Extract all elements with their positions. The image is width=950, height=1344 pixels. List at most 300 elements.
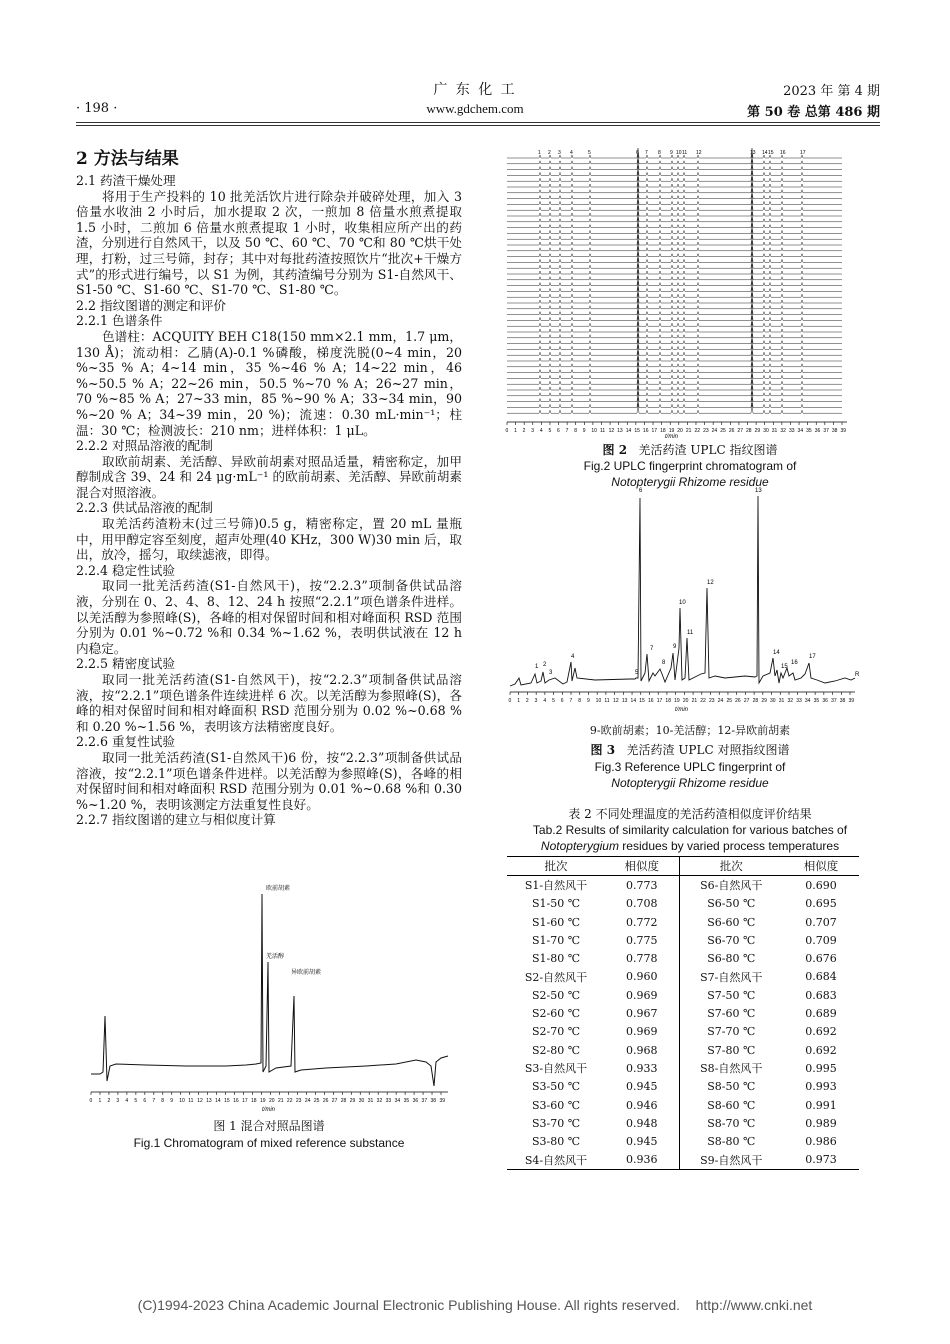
axis-tick-label: 5 [134,1098,138,1104]
similarity-cell: 0.969 [626,988,658,1002]
similarity-cell: 0.986 [805,1135,837,1149]
axis-tick-label: 6 [143,1098,147,1104]
fig1-caption-en: Fig.1 Chromatogram of mixed reference substance [133,1136,405,1150]
axis-tick-label: 16 [647,698,654,704]
similarity-cell: 0.946 [626,1098,658,1112]
fingerprint-trace [507,351,842,361]
figure-3-reference [505,478,865,714]
batch-cell: S8-50 ℃ [679,1078,783,1096]
axis-tick-label: 32 [780,428,786,434]
heading-2-2-6: 2.2.6 重复性试验 [76,734,176,750]
peak-number: 16 [780,150,786,156]
similarity-cell: 0.695 [805,897,837,911]
axis-tick-label: 39 [848,698,855,704]
similarity-cell: 0.989 [805,1116,837,1130]
similarity-table [507,856,859,1170]
fingerprint-trace [507,287,842,297]
header-rule-2 [76,125,880,126]
fingerprint-trace [507,212,842,222]
fingerprint-trace [507,171,842,181]
axis-tick-label: 36 [822,698,828,704]
similarity-cell: 0.960 [626,970,658,984]
batch-cell: S3-50 ℃ [531,1080,581,1094]
axis-tick-label: 10 [595,698,602,704]
axis-tick-label: 2 [107,1098,111,1104]
fingerprint-trace [507,264,842,274]
peak-number: 5 [588,150,591,156]
para-2-2-4: 取同一批羌活药渣(S1-自然风干)，按“2.2.3”项制备供试品溶液，分别在 0、2、4、8、12、24 h 按照“2.2.1”项色谱条件进样。以羌活醇为参照峰(S)，各峰的相对保留时间和相对峰面积 RSD 范围分别为 0.01 %~0.72 %和 0.34 %~1.62 %，表明供试液在 12 h 内稳定。 [76,578,462,656]
page-number: · 198 · [76,101,118,116]
axis-tick-label: 0 [89,1098,93,1104]
fingerprint-trace [507,200,842,210]
axis-tick-label: 25 [313,1098,320,1104]
similarity-cell: 0.973 [783,1151,859,1170]
fingerprint-trace [507,247,842,257]
fingerprint-trace [507,397,842,407]
peak-number: 6 [636,150,639,156]
batch-cell: S8-80 ℃ [679,1132,783,1150]
axis-tick-label: 36 [814,428,821,434]
batch-cell: S7-50 ℃ [679,986,783,1004]
axis-tick-label: 9 [170,1098,174,1104]
axis-tick-label: 26 [735,698,741,704]
axis-tick-label: 37 [831,698,837,704]
axis-tick-label: 20 [682,698,689,704]
axis-tick-label: 22 [286,1098,293,1104]
axis-tick-label: 33 [788,428,795,434]
table2-title-italic: Notopterygium [540,839,619,853]
axis-tick-label: 34 [797,428,804,434]
fig3-peak-labels [535,488,860,678]
peak-number: 10 [676,150,682,156]
axis-tick-label: 6 [560,698,564,704]
fingerprint-trace [507,328,842,338]
axis-tick-label: 38 [839,698,846,704]
axis-tick-label: 14 [625,428,632,434]
axis-tick-label: 1 [517,698,520,704]
volume-label: 第 50 卷 总第 486 期 [747,105,880,120]
journal-name: 广 东 化 工 [433,82,517,98]
batch-cell: S2-自然风干 [524,970,588,984]
axis-tick-label: 19 [674,698,680,704]
heading-2-2: 2.2 指纹图谱的测定和评价 [76,297,226,313]
axis-tick-label: 3 [531,428,535,434]
axis-tick-label: 38 [831,428,838,434]
similarity-cell: 0.692 [805,1025,837,1039]
table2-title-cn: 表 2 不同处理温度的羌活药渣相似度评价结果 [568,807,812,821]
axis-tick-label: 18 [665,698,671,704]
axis-tick-label: 14 [630,698,637,704]
peak-number: 2 [548,150,551,156]
batch-cell: S3-自然风干 [524,1062,588,1076]
para-2-2-3: 取羌活药渣粉末(过三号筛)0.5 g，精密称定，置 20 mL 量瓶中，用甲醇定容至刻度，超声处理(40 KHz，300 W)30 min 后，取出，放冷，摇匀，取续滤液，即得。 [76,516,462,563]
fig3-xlabel: t/min [675,707,689,713]
axis-tick-label: 12 [608,428,615,434]
axis-tick-label: 27 [737,428,743,434]
axis-tick-label: 20 [677,428,683,434]
col-similarity-1: 相似度 [605,857,679,876]
similarity-cell: 0.689 [805,1007,837,1021]
fig2-caption-en-1: Fig.2 UPLC fingerprint chromatogram of [583,459,797,473]
fingerprint-trace [507,403,842,413]
batch-cell: S2-70 ℃ [531,1025,581,1039]
batch-cell: S1-60 ℃ [531,915,581,929]
batch-cell: S8-70 ℃ [679,1114,783,1132]
axis-tick-label: 30 [358,1098,365,1104]
heading-2-2-3: 2.2.3 供试品溶液的配制 [76,500,213,516]
heading-2-2-2: 2.2.2 对照品溶液的配制 [76,438,213,454]
axis-tick-label: 14 [215,1098,221,1104]
table-row [507,968,859,986]
peak-number: 13 [750,150,756,156]
batch-cell: S2-50 ℃ [531,988,581,1002]
peak-number: 8 [658,150,661,156]
peak-label: 1 [535,664,539,670]
fingerprint-trace [507,270,842,280]
similarity-cell: 0.692 [805,1043,837,1057]
table-row [507,1041,859,1059]
axis-tick-label: 11 [599,428,606,434]
peak-label: 2 [543,662,547,668]
axis-tick-label: 9 [586,698,590,704]
peak-label: 14 [773,650,780,656]
peak-label: 15 [781,664,788,670]
similarity-cell: 0.948 [626,1116,658,1130]
axis-tick-label: 29 [349,1098,356,1104]
peak-label: 10 [679,600,686,606]
batch-cell: S6-自然风干 [679,876,783,895]
fig1-trace [91,894,448,1086]
axis-tick-label: 16 [642,428,649,434]
axis-tick-label: 39 [840,428,847,434]
issue-label: 2023 年 第 4 期 [783,84,880,99]
axis-tick-label: 6 [557,428,560,434]
fig3-caption-title: 羌活药渣 UPLC 对照指纹图谱 [626,743,790,757]
peak-label: R [855,672,860,678]
axis-tick-label: 35 [403,1098,410,1104]
table-row [507,931,859,949]
peak-number: 17 [800,150,806,156]
axis-tick-label: 12 [613,698,619,704]
para-2-1: 将用于生产投料的 10 批羌活饮片进行除杂并破碎处理，加入 3 倍量水收油 2 小时后，加水提取 2 次，一煎加 8 倍量水煎煮提取 1.5 小时，二煎加 6 倍量水煎煮提取 1 小时，收集相应所产出的药渣，分别进行自然风干，以及 50 ℃、60 ℃、70 ℃和 80 ℃烘干处理，打粉，过三号筛，封存；其中对每批药渣按照饮片“批次+干燥方式”的形式进行编号，以 S1 为例，其药渣编号分别为 S1-自然风干、S1-50 ℃、S1-60 ℃、S1-70 ℃、S1-80 ℃。 [76,188,462,298]
similarity-cell: 0.690 [805,878,837,892]
batch-cell: S2-60 ℃ [531,1007,581,1021]
axis-tick-label: 17 [651,428,658,434]
axis-tick-label: 21 [277,1098,284,1104]
fig3-caption-en-1: Fig.3 Reference UPLC fingerprint of [594,760,786,774]
axis-tick-label: 38 [430,1098,437,1104]
similarity-cell: 0.709 [805,933,837,947]
fig2-ticks [506,422,847,434]
heading-2-2-7: 2.2.7 指纹图谱的建立与相似度计算 [76,812,276,828]
fingerprint-trace [507,223,842,233]
fig2-caption-title: 羌活药渣 UPLC 指纹图谱 [638,443,778,457]
peak-label: 12 [707,580,714,586]
peak-label: 7 [650,646,654,652]
table-row [507,913,859,931]
batch-cell: S3-80 ℃ [531,1135,581,1149]
axis-tick-label: 25 [726,698,733,704]
similarity-cell: 0.967 [626,1007,658,1021]
para-2-2-1: 色谱柱：ACQUITY BEH C18(150 mm×2.1 mm，1.7 μm，130 Å)；流动相：乙腈(A)-0.1 %磷酸，梯度洗脱(0~4 min，20 %~35 % A；4~14 min，35 %~46 % A；14~22 min，46 %~50.5 % A；22~26 min，50.5 %~70 % A；26~27 min，70 %~85 % A；27~33 min，85 %~90 % A；33~34 min，90 %~20 % A；34~39 min，20 %)；流速：0.30 mL·min⁻¹；柱温：30 ℃；检测波长：210 nm；进样体积：1 μL。 [76,328,462,438]
axis-tick-label: 16 [233,1098,239,1104]
similarity-cell: 0.773 [626,878,658,892]
batch-cell: S9-自然风干 [679,1151,783,1170]
table-row [507,1078,859,1096]
fig3-legend-note: 9-欧前胡素；10-羌活醇；12-异欧前胡素 [589,724,791,737]
fig1-caption-cn: 图 1 混合对照品图谱 [213,1119,325,1133]
peak-label: 17 [809,654,816,660]
axis-tick-label: 39 [439,1098,446,1104]
batch-cell: S6-50 ℃ [679,895,783,913]
axis-tick-label: 8 [574,428,577,434]
para-2-2-2: 取欧前胡素、羌活醇、异欧前胡素对照品适量，精密称定，加甲醇制成含 39、24 和 24 μg·mL⁻¹ 的欧前胡素、羌活醇、异欧前胡素混合对照溶液。 [76,453,462,500]
similarity-cell: 0.778 [626,952,658,966]
fingerprint-trace [507,258,842,268]
axis-tick-label: 23 [709,698,715,704]
fig1-ticks [90,1092,446,1104]
batch-cell: S1-自然风干 [524,879,588,893]
fig2-caption-cn [500,442,880,458]
similarity-cell: 0.995 [805,1061,837,1075]
fingerprint-trace [507,305,842,315]
axis-tick-label: 33 [385,1098,392,1104]
axis-tick-label: 13 [621,698,628,704]
axis-tick-label: 0 [508,698,512,704]
table-row [507,1096,859,1114]
fingerprint-trace [507,206,842,216]
axis-tick-label: 5 [548,428,552,434]
similarity-cell: 0.945 [626,1135,658,1149]
fingerprint-trace [507,218,842,228]
axis-tick-label: 28 [746,428,752,434]
axis-tick-label: 13 [206,1098,212,1104]
axis-tick-label: 24 [304,1098,311,1104]
axis-tick-label: 25 [720,428,726,434]
axis-tick-label: 24 [711,428,718,434]
fig2-traces [507,148,842,413]
similarity-cell: 0.707 [805,915,837,929]
batch-cell: S7-自然风干 [679,968,783,986]
similarity-cell: 0.945 [626,1080,658,1094]
axis-tick-label: 4 [543,698,547,704]
axis-tick-label: 0 [505,428,509,434]
header-rule [76,122,880,123]
fig3-ticks [509,692,855,704]
axis-tick-label: 26 [728,428,735,434]
axis-tick-label: 29 [761,698,767,704]
batch-cell: S6-80 ℃ [679,949,783,967]
fig3-caption-cn [500,742,880,758]
axis-tick-label: 19 [668,428,675,434]
similarity-cell: 0.933 [626,1061,658,1075]
fingerprint-trace [507,177,842,187]
batch-cell: S1-50 ℃ [531,897,581,911]
fig2-caption-en-2: Notopterygii Rhizome residue [611,475,769,489]
axis-tick-label: 26 [322,1098,329,1104]
fingerprint-trace [507,392,842,402]
batch-cell: S2-80 ℃ [531,1043,581,1057]
table-row [507,895,859,913]
similarity-cell: 0.684 [805,970,837,984]
figure-2-fingerprints [502,140,862,440]
peak-label: 11 [687,630,694,636]
table-row [507,986,859,1004]
fig3-caption-prefix: 图 3 [590,743,616,757]
axis-tick-label: 4 [125,1098,129,1104]
fingerprint-trace [507,345,842,355]
fingerprint-trace [507,229,842,239]
peak-number: 1 [538,150,541,156]
heading-2-2-1: 2.2.1 色谱条件 [76,313,163,329]
heading-2-2-4: 2.2.4 稳定性试验 [76,562,176,578]
axis-tick-label: 35 [813,698,820,704]
similarity-cell: 0.968 [626,1043,658,1057]
axis-tick-label: 31 [778,698,785,704]
batch-cell: S6-60 ℃ [679,913,783,931]
batch-cell: S3-70 ℃ [531,1116,581,1130]
fig3-caption-en-2: Notopterygii Rhizome residue [611,776,769,790]
axis-tick-label: 3 [534,698,538,704]
batch-cell: S3-60 ℃ [531,1098,581,1112]
similarity-cell: 0.991 [805,1098,837,1112]
peak-number: 4 [570,150,573,156]
fingerprint-trace [507,165,842,175]
peak-label: 16 [791,660,798,666]
axis-tick-label: 31 [367,1098,374,1104]
batch-cell: S7-70 ℃ [679,1023,783,1041]
axis-tick-label: 15 [224,1098,230,1104]
table-row [507,1059,859,1077]
table-row [507,1023,859,1041]
axis-tick-label: 34 [804,698,811,704]
axis-tick-label: 34 [394,1098,401,1104]
peak-label: 13 [755,488,762,494]
axis-tick-label: 9 [582,428,586,434]
axis-tick-label: 10 [179,1098,185,1104]
col-similarity-2: 相似度 [783,857,859,876]
axis-tick-label: 30 [770,698,776,704]
batch-cell: S7-60 ℃ [679,1004,783,1022]
table-row [507,1151,859,1170]
axis-tick-label: 17 [242,1098,248,1104]
axis-tick-label: 33 [796,698,802,704]
axis-tick-label: 37 [421,1098,428,1104]
axis-tick-label: 17 [656,698,663,704]
fingerprint-trace [507,368,842,378]
col-batch-1: 批次 [507,857,605,876]
peak-number: 12 [696,150,702,156]
col-batch-2: 批次 [679,857,783,876]
axis-tick-label: 36 [412,1098,419,1104]
heading-2-2-5: 2.2.5 精密度试验 [76,656,176,672]
axis-tick-label: 32 [376,1098,383,1104]
axis-tick-label: 2 [525,698,529,704]
axis-tick-label: 20 [268,1098,275,1104]
axis-tick-label: 37 [823,428,829,434]
figure-1-chromatogram [86,876,456,1116]
axis-tick-label: 15 [634,428,640,434]
fingerprint-trace [507,281,842,291]
axis-tick-label: 11 [604,698,610,704]
axis-tick-label: 28 [752,698,759,704]
axis-tick-label: 8 [161,1098,165,1104]
batch-cell: S6-70 ℃ [679,931,783,949]
table2-title-rest: residues by varied process temperatures [618,839,840,853]
axis-tick-label: 1 [514,428,517,434]
similarity-cell: 0.775 [626,933,658,947]
fingerprint-trace [507,183,842,193]
batch-cell: S7-80 ℃ [679,1041,783,1059]
similarity-cell: 0.683 [805,988,837,1002]
batch-cell: S8-60 ℃ [679,1096,783,1114]
axis-tick-label: 4 [539,428,543,434]
axis-tick-label: 24 [717,698,724,704]
fig1-label-isoimperatorin: 异欧前胡素 [291,970,322,976]
fingerprint-trace [507,189,842,199]
axis-tick-label: 28 [340,1098,347,1104]
axis-tick-label: 11 [188,1098,194,1104]
similarity-cell: 0.993 [805,1080,837,1094]
fingerprint-trace [507,276,842,286]
table2-title-en-1: Tab.2 Results of similarity calculation for various batches of [532,823,848,837]
batch-cell: S8-自然风干 [679,1059,783,1077]
fig1-xlabel: t/min [262,1107,276,1113]
axis-tick-label: 32 [787,698,794,704]
fingerprint-trace [507,374,842,384]
axis-tick-label: 21 [685,428,692,434]
axis-tick-label: 5 [552,698,555,704]
axis-tick-label: 7 [569,698,573,704]
axis-tick-label: 15 [639,698,645,704]
table-row [507,1132,859,1150]
fig3-trace [510,496,855,686]
section-title: 2 方法与结果 [76,149,179,169]
similarity-cell: 0.676 [805,952,837,966]
table-row [507,1004,859,1022]
fingerprint-trace [507,235,842,245]
copyright-footer: (C)1994-2023 China Academic Journal Electronic Publishing House. All rights reserved. http://www.cnki.net [137,1297,813,1313]
fingerprint-trace [507,194,842,204]
peak-number: 3 [558,150,561,156]
axis-tick-label: 27 [743,698,750,704]
peak-label: 5 [635,670,639,676]
axis-tick-label: 22 [700,698,706,704]
axis-tick-label: 1 [98,1098,102,1104]
axis-tick-label: 31 [771,428,778,434]
table2-title-en-2 [500,838,880,854]
batch-cell: S1-70 ℃ [531,933,581,947]
fingerprint-trace [507,380,842,390]
table-header-row [507,857,859,876]
peak-label: 4 [571,654,575,660]
axis-tick-label: 23 [703,428,709,434]
peak-number: 7 [645,150,648,156]
axis-tick-label: 8 [578,698,582,704]
fingerprint-trace [507,241,842,251]
peak-number: 11 [682,150,688,156]
axis-tick-label: 35 [806,428,812,434]
axis-tick-label: 12 [197,1098,203,1104]
fingerprint-trace [507,334,842,344]
peak-label: 3 [549,670,553,676]
table-row [507,876,859,895]
peak-label: 6 [639,488,643,494]
axis-tick-label: 22 [694,428,701,434]
fingerprint-trace [507,339,842,349]
table-row [507,1114,859,1132]
similarity-cell: 0.772 [626,915,658,929]
